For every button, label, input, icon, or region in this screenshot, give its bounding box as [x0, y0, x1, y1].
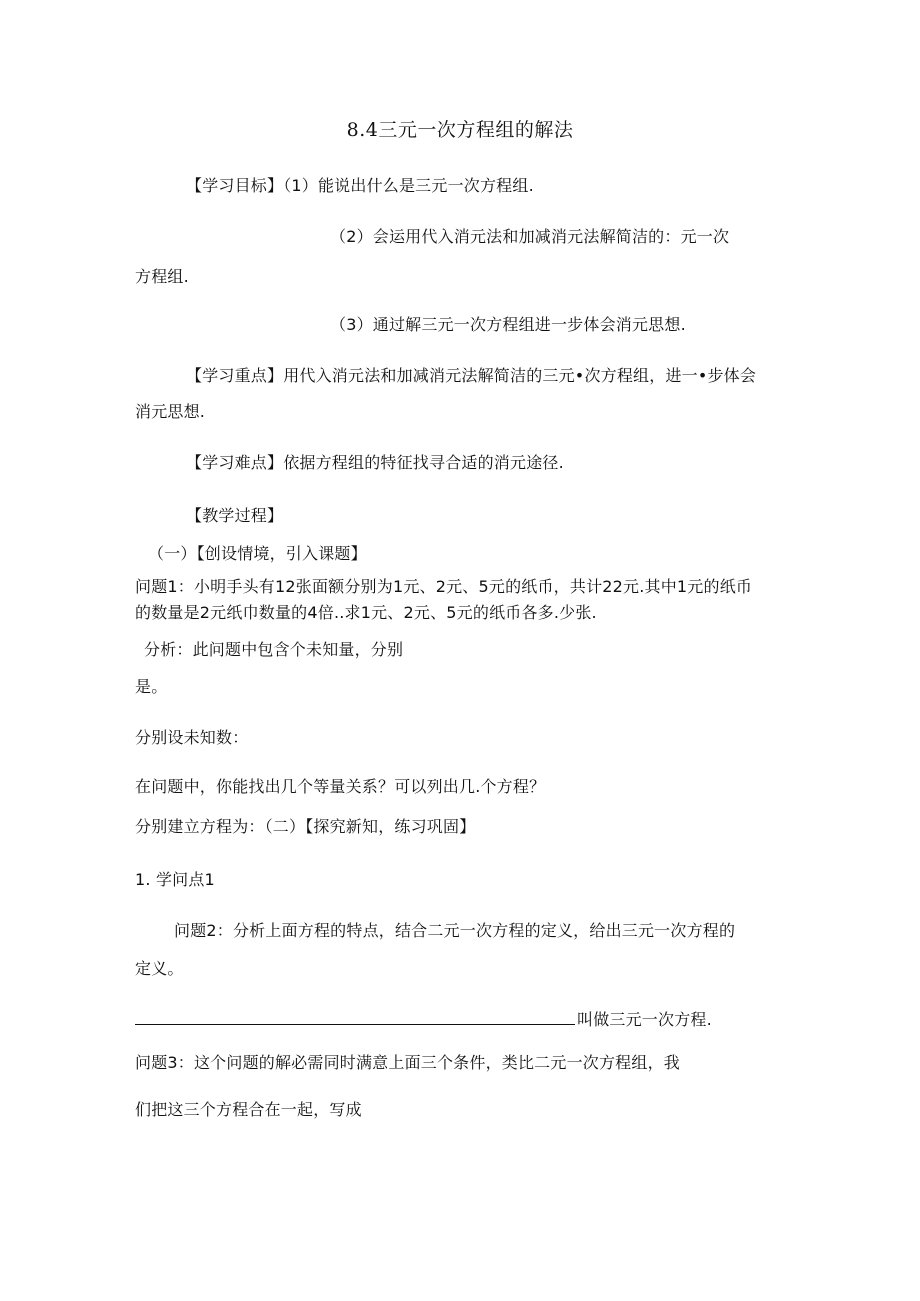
analysis-line-2: 是。	[135, 677, 168, 696]
objectives-line-4: （3）通过解三元一次方程组进一步体会消元思想.	[330, 315, 686, 334]
set-unknowns: 分别设未知数：	[135, 728, 249, 747]
analysis-line-1: 分析：此问题中包含个未知量，分别	[144, 640, 404, 659]
problem-1-line-2: 的数量是2元纸巾数量的4倍..求1元、2元、5元的纸币各多.少张.	[135, 603, 597, 622]
definition-suffix: 叫做三元一次方程.	[577, 1010, 712, 1029]
problem-3-line-2: 们把这三个方程合在一起，写成	[135, 1100, 362, 1119]
problem-1-line-1: 问题1：小明手头有12张面额分别为1元、2元、5元的纸币，共计22元.其中1元的纸币	[135, 577, 753, 596]
key-points-line-2: 消元思想.	[135, 402, 206, 421]
objectives-line-3: 方程组.	[135, 267, 189, 286]
difficulty-line-1: 【学习难点】依据方程组的特征找寻合适的消元途径.	[186, 453, 564, 472]
problem-2-line-2: 定义。	[135, 959, 184, 978]
problem-3-line-1: 问题3：这个问题的解必需同时满意上面三个条件，类比二元一次方程组，我	[135, 1053, 680, 1072]
build-equations: 分别建立方程为：（二）【探究新知，练习巩固】	[135, 817, 476, 836]
objectives-line-2: （2）会运用代入消元法和加减消元法解简洁的：元一次	[330, 227, 730, 246]
section-1-heading: （一）【创设情境，引入课题】	[148, 544, 367, 563]
knowledge-point-1: 1. 学问点1	[135, 870, 215, 889]
process-heading: 【教学过程】	[186, 506, 284, 525]
key-points-line-1: 【学习重点】用代入消元法和加减消元法解简洁的三元•次方程组，进一•步体会	[186, 366, 757, 385]
objectives-line-1: 【学习目标】（1）能说出什么是三元一次方程组.	[186, 176, 534, 195]
definition-line	[135, 1008, 712, 1031]
question-relations: 在问题中，你能找出几个等量关系？可以列出几.个方程？	[135, 777, 546, 796]
definition-blank[interactable]	[135, 1008, 575, 1025]
problem-2-line-1: 问题2：分析上面方程的特点，结合二元一次方程的定义，给出三元一次方程的	[174, 921, 736, 940]
page-title: 8.4三元一次方程组的解法	[346, 119, 574, 141]
